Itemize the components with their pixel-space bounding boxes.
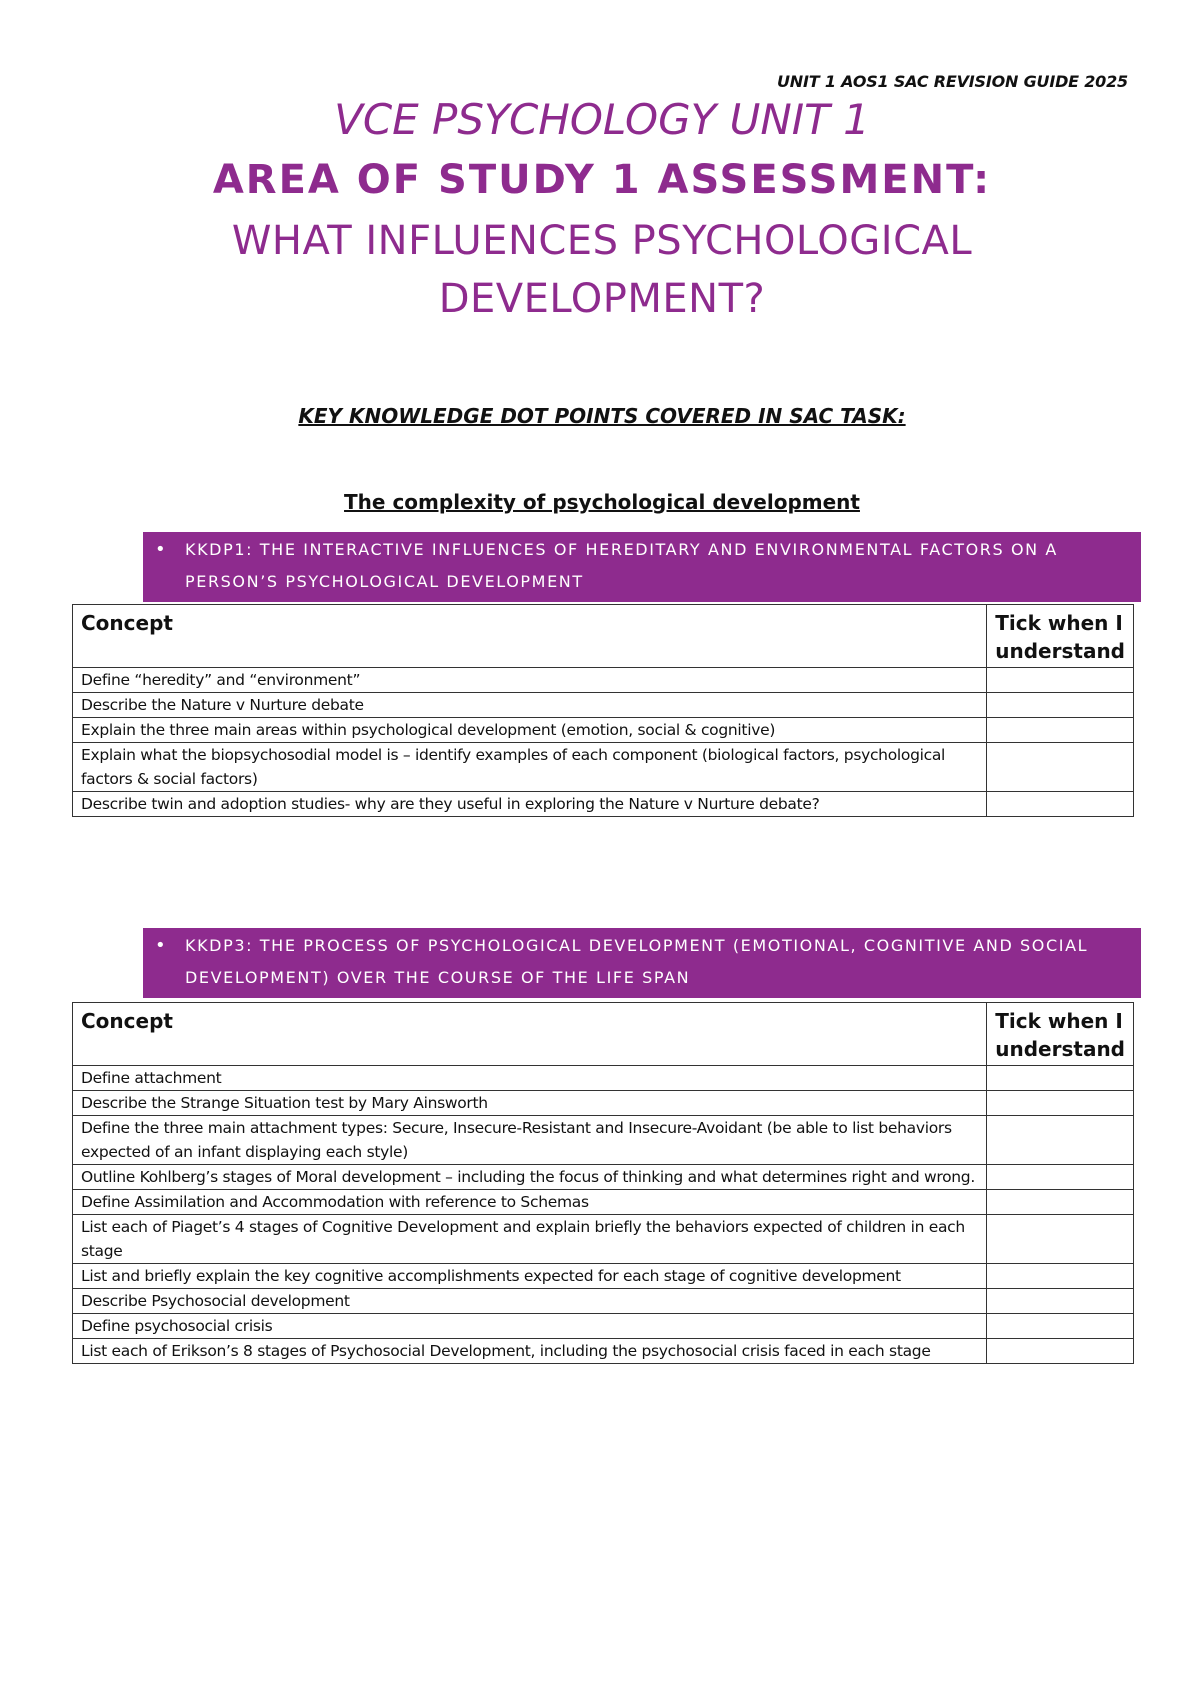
title-line-3: WHAT INFLUENCES PSYCHOLOGICAL DEVELOPMENT?	[231, 218, 973, 322]
concept-cell: Define the three main attachment types: Secure, Insecure-Resistant and Insecure-Avoidant (be able to list behaviors expected of an infant displaying each style)	[73, 1116, 987, 1165]
concept-cell: List each of Piaget’s 4 stages of Cognitive Development and explain briefly the behaviors expected of children in each stage	[73, 1215, 987, 1264]
document-title	[72, 92, 1132, 328]
concept-cell: Describe twin and adoption studies- why are they useful in exploring the Nature v Nurture debate?	[73, 792, 987, 817]
concept-cell: List each of Erikson’s 8 stages of Psychosocial Development, including the psychosocial crisis faced in each stage	[73, 1339, 987, 1364]
column-header-tick: Tick when I understand	[987, 1003, 1134, 1066]
table-row	[73, 1116, 1134, 1165]
table-row	[73, 1091, 1134, 1116]
kkdp1-banner	[143, 532, 1141, 602]
table-row	[73, 1264, 1134, 1289]
bullet-icon: •	[155, 539, 168, 560]
table-row	[73, 1289, 1134, 1314]
kkdp3-label: KKDP3: THE PROCESS OF PSYCHOLOGICAL DEVELOPMENT (EMOTIONAL, COGNITIVE AND SOCIAL DEVELOPMENT) OVER THE COURSE OF THE LIFE SPAN	[185, 936, 1089, 987]
concept-cell: Define psychosocial crisis	[73, 1314, 987, 1339]
kkdp1-checklist-table	[72, 604, 1134, 817]
concept-cell: Describe the Nature v Nurture debate	[73, 693, 987, 718]
table-header-row	[73, 1003, 1134, 1066]
tick-cell[interactable]	[987, 1339, 1134, 1364]
table-row	[73, 1314, 1134, 1339]
table-row	[73, 792, 1134, 817]
tick-cell[interactable]	[987, 1215, 1134, 1264]
concept-cell: Outline Kohlberg’s stages of Moral development – including the focus of thinking and what determines right and wrong.	[73, 1165, 987, 1190]
concept-cell: Describe the Strange Situation test by Mary Ainsworth	[73, 1091, 987, 1116]
table-row	[73, 1339, 1134, 1364]
column-header-concept: Concept	[73, 605, 987, 668]
table-row	[73, 1066, 1134, 1091]
concept-cell: List and briefly explain the key cognitive accomplishments expected for each stage of cognitive development	[73, 1264, 987, 1289]
tick-cell[interactable]	[987, 1091, 1134, 1116]
bullet-icon: •	[155, 935, 168, 956]
column-header-tick: Tick when I understand	[987, 605, 1134, 668]
concept-cell: Describe Psychosocial development	[73, 1289, 987, 1314]
table-row	[73, 1215, 1134, 1264]
kkdp1-label: KKDP1: THE INTERACTIVE INFLUENCES OF HEREDITARY AND ENVIRONMENTAL FACTORS ON A PERSON’S PSYCHOLOGICAL DEVELOPMENT	[185, 540, 1058, 591]
concept-cell: Explain the three main areas within psychological development (emotion, social & cognitive)	[73, 718, 987, 743]
tick-cell[interactable]	[987, 1066, 1134, 1091]
concept-cell: Define “heredity” and “environment”	[73, 668, 987, 693]
tick-cell[interactable]	[987, 792, 1134, 817]
tick-cell[interactable]	[987, 718, 1134, 743]
tick-cell[interactable]	[987, 1165, 1134, 1190]
kkdp3-banner	[143, 928, 1141, 998]
tick-cell[interactable]	[987, 1264, 1134, 1289]
title-line-1: VCE PSYCHOLOGY UNIT 1	[334, 95, 870, 144]
table-row	[73, 693, 1134, 718]
tick-cell[interactable]	[987, 743, 1134, 792]
table-header-row	[73, 605, 1134, 668]
table-row	[73, 743, 1134, 792]
table-row	[73, 718, 1134, 743]
table-row	[73, 668, 1134, 693]
tick-cell[interactable]	[987, 1314, 1134, 1339]
title-line-2: AREA OF STUDY 1 ASSESSMENT:	[212, 157, 992, 203]
tick-cell[interactable]	[987, 668, 1134, 693]
section-heading: The complexity of psychological development	[344, 490, 860, 514]
table-row	[73, 1165, 1134, 1190]
table-row	[73, 1190, 1134, 1215]
column-header-concept: Concept	[73, 1003, 987, 1066]
concept-cell: Define attachment	[73, 1066, 987, 1091]
running-header: UNIT 1 AOS1 SAC REVISION GUIDE 2025	[777, 72, 1128, 91]
kkdp3-checklist-table	[72, 1002, 1134, 1364]
tick-cell[interactable]	[987, 1190, 1134, 1215]
tick-cell[interactable]	[987, 1289, 1134, 1314]
concept-cell: Explain what the biopsychosodial model is – identify examples of each component (biological factors, psychological factors & social factors)	[73, 743, 987, 792]
tick-cell[interactable]	[987, 693, 1134, 718]
concept-cell: Define Assimilation and Accommodation with reference to Schemas	[73, 1190, 987, 1215]
key-knowledge-heading: KEY KNOWLEDGE DOT POINTS COVERED IN SAC TASK:	[298, 404, 906, 428]
tick-cell[interactable]	[987, 1116, 1134, 1165]
